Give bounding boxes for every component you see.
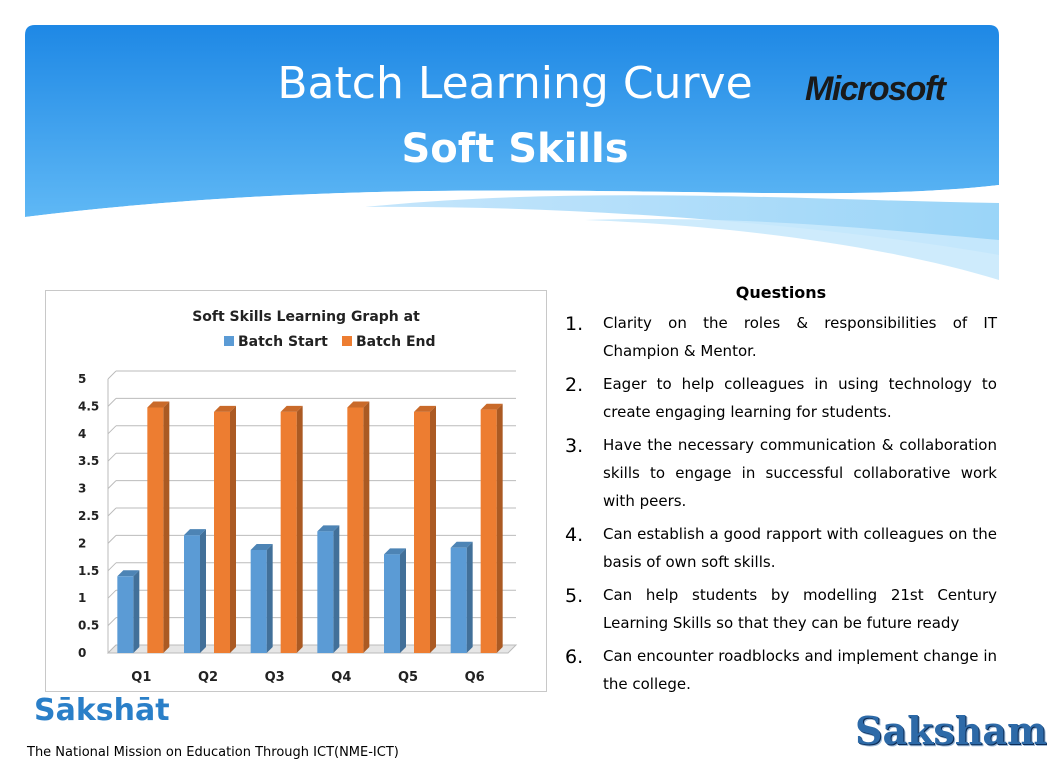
grid-line (108, 481, 116, 489)
bar-side (133, 570, 139, 653)
chart-legend (224, 334, 436, 350)
question-number: 3. (565, 435, 584, 457)
bar-side (297, 406, 303, 653)
microsoft-logo: Microsoft (805, 70, 945, 108)
bar (384, 548, 406, 653)
y-tick-label: 0.5 (78, 618, 100, 633)
y-tick-label: 4 (78, 426, 87, 441)
y-tick-label: 1 (78, 591, 87, 606)
y-tick-label: 1.5 (78, 563, 100, 578)
bar-front (214, 412, 230, 653)
question-text: Have the necessary communication & collaboration skills to engage in successful collaborative work with peers. (603, 436, 997, 510)
bar (214, 406, 236, 653)
chart-title: Soft Skills Learning Graph at (192, 309, 420, 325)
y-tick-label: 2.5 (78, 509, 100, 523)
bar-front (481, 410, 497, 653)
bar-side (430, 406, 436, 653)
bar (451, 542, 473, 653)
bar (117, 570, 139, 653)
question-text: Clarity on the roles & responsibilities of IT Champion & Mentor. (603, 314, 997, 360)
y-tick-label: 3 (78, 481, 87, 496)
x-tick-label: Q1 (131, 670, 152, 685)
bar-chart (46, 291, 546, 691)
bar-front (147, 407, 163, 653)
bar (251, 544, 273, 653)
questions-heading: Questions (735, 283, 827, 302)
sakshat-logo: Sākshāt (34, 693, 170, 728)
legend-swatch (342, 336, 352, 346)
footer-text: The National Mission on Education Through ICT(NME-ICT) (27, 745, 399, 760)
bar-front (347, 407, 363, 653)
chart-container (45, 290, 547, 692)
bar-side (163, 401, 169, 653)
bar-side (400, 548, 406, 653)
grid-line (108, 590, 116, 598)
slide-subtitle: Soft Skills (401, 126, 629, 172)
y-tick-label: 4.5 (78, 399, 100, 414)
grid-line (108, 563, 116, 571)
grid-line (108, 371, 116, 379)
bar-front (451, 548, 467, 653)
chart-bars (117, 401, 502, 653)
bar-side (497, 404, 503, 653)
bar (317, 525, 339, 653)
bar-front (384, 554, 400, 653)
saksham-logo: Saksham (855, 708, 1047, 753)
y-tick-label: 5 (78, 372, 87, 386)
question-number: 6. (565, 646, 584, 668)
x-tick-label: Q6 (464, 670, 485, 685)
question-item (565, 645, 997, 698)
bar-front (281, 412, 297, 653)
bar-side (200, 529, 206, 653)
bar (414, 406, 436, 653)
question-number: 4. (565, 524, 584, 546)
question-item (565, 523, 997, 576)
question-item (565, 434, 997, 515)
grid-line (108, 508, 116, 516)
bar (184, 529, 206, 653)
question-item (565, 373, 997, 426)
bar-front (317, 531, 333, 653)
bar-side (230, 406, 236, 653)
bar (281, 406, 303, 653)
grid-line (108, 453, 116, 461)
legend-label: Batch End (356, 334, 436, 350)
slide-title: Batch Learning Curve (277, 58, 753, 109)
x-tick-label: Q5 (397, 670, 419, 685)
legend-swatch (224, 336, 234, 346)
question-text: Can encounter roadblocks and implement change in the college. (603, 647, 997, 693)
legend-item (342, 334, 436, 350)
bar-side (467, 542, 473, 653)
x-tick-label: Q3 (264, 670, 285, 685)
x-tick-label: Q4 (331, 670, 352, 685)
bar (147, 401, 169, 653)
question-item (565, 584, 997, 637)
bar-side (333, 525, 339, 653)
grid-line (108, 426, 116, 434)
y-tick-label: 3.5 (78, 454, 100, 469)
question-text: Can establish a good rapport with colleagues on the basis of own soft skills. (603, 525, 997, 571)
y-axis (78, 372, 99, 660)
x-axis (131, 670, 484, 685)
legend-item (224, 334, 328, 350)
grid-line (108, 398, 116, 406)
question-text: Can help students by modelling 21st Century Learning Skills so that they can be future ready (603, 586, 997, 632)
grid-line (108, 618, 116, 626)
question-item (565, 312, 997, 365)
bar-side (363, 401, 369, 653)
bar-front (184, 535, 200, 653)
bar (481, 404, 503, 653)
bar (347, 401, 369, 653)
question-text: Eager to help colleagues in using technology to create engaging learning for students. (603, 375, 997, 421)
y-tick-label: 2 (78, 536, 87, 551)
question-number: 1. (565, 313, 584, 335)
grid-line (108, 535, 116, 543)
bar-front (117, 576, 133, 653)
bar-side (267, 544, 273, 653)
legend-label: Batch Start (238, 334, 328, 350)
bar-front (251, 550, 267, 653)
question-number: 2. (565, 374, 584, 396)
questions-list (565, 312, 997, 698)
questions-panel (565, 283, 997, 706)
question-number: 5. (565, 585, 584, 607)
bar-front (414, 412, 430, 653)
y-tick-label: 0 (78, 646, 87, 660)
x-tick-label: Q2 (197, 670, 219, 685)
